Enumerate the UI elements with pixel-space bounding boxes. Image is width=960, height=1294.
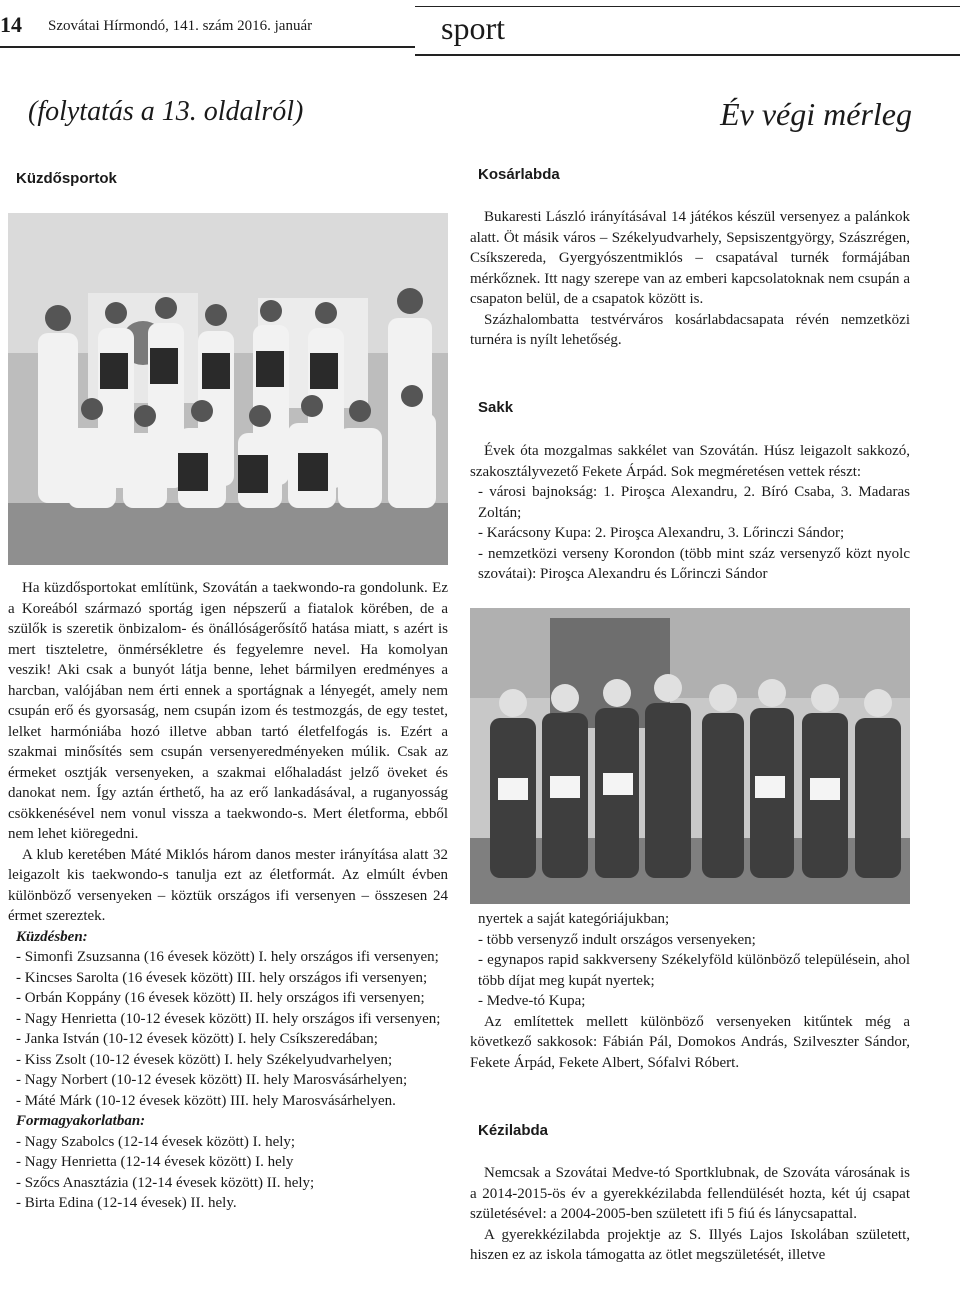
handball-paragraph-2: A gyerekkézilabda projektje az S. Illyés Lajos Iskolában született, hiszen ez az iskola támogatta az ötlet megszületését, illetve bbox=[470, 1226, 910, 1263]
issue-line: Szovátai Hírmondó, 141. szám 2016. január bbox=[48, 18, 313, 34]
list-item: - Simonfi Zsuzsanna (16 évesek között) I. hely országos ifi versenyen; bbox=[16, 949, 439, 965]
list-item: - nemzetközi verseny Korondon (több mint száz versenyző közt nyolc szovátai): Piroşca Alexandru és Lőrinczi Sándor bbox=[478, 545, 910, 582]
basketball-text bbox=[470, 207, 910, 351]
list-item: - Janka István (10-12 évesek között) I. hely Csíkszeredában; bbox=[16, 1031, 378, 1047]
section-title: sport bbox=[441, 10, 505, 46]
list-item: - Kiss Zsolt (10-12 évesek között) I. hely Székelyudvarhelyen; bbox=[16, 1051, 393, 1068]
club-paragraph: A klub keretében Máté Miklós három danos mester irányítása alatt 32 leigazolt kis taekwondo-s tanulja ezt az életformát. Az elmúlt évben különböző versenyeken – köztük országos ifi versenyen – összesen 24 érmet szereztek. bbox=[8, 846, 448, 924]
header-rule-right bbox=[415, 54, 960, 56]
list-item: - több versenyző indult országos versenyeken; bbox=[478, 931, 756, 948]
list-item: - Nagy Szabolcs (12-14 évesek között) I. hely; bbox=[16, 1133, 296, 1150]
continued-note: (folytatás a 13. oldalról) bbox=[28, 96, 304, 127]
handball-paragraph-1: Nemcsak a Szovátai Medve-tó Sportklubnak, de Szováta városának is a 2014-2015-ös év a gyerekkézilabda fellendülését hozta, két új csapat születésével: a 2004-2005-ben született ifi 5 fiú és lánycsapattal. bbox=[470, 1165, 910, 1222]
fight-results bbox=[8, 947, 448, 1111]
taekwondo-photo bbox=[8, 213, 448, 565]
fight-title: Küzdésben: bbox=[16, 928, 88, 945]
chess-results-a bbox=[470, 482, 910, 585]
list-item: - Nagy Henrietta (10-12 évesek között) II. hely országos ifi versenyen; bbox=[16, 1010, 441, 1027]
forms-title: Formagyakorlatban: bbox=[16, 1113, 146, 1129]
list-item: - Nagy Norbert (10-12 évesek között) II. hely Marosvásárhelyen; bbox=[16, 1072, 408, 1088]
basketball-paragraph-1: Bukaresti László irányításával 14 játékos készül versenyez a palánkok alatt. Öt másik város – Székelyudvarhely, Sepsiszentgyörgy, Szászrégen, Csíkszereda, Gyergyószentmiklós – csapatával turnék formájában mérkőznek. Itt nagy szerepe van az emberi kapcsolatoknak nem csupán a csapaton belül, de a csapatok között is. bbox=[470, 209, 910, 307]
list-item: - városi bajnokság: 1. Piroşca Alexandru, 2. Bíró Csaba, 3. Madaras Zoltán; bbox=[478, 484, 910, 521]
heading-basketball: Kosárlabda bbox=[478, 166, 560, 183]
chess-paragraph-2: Az említettek mellett különböző versenyeken kitűntek még a következő sakkosok: Fábián Pál, Domokos András, Szilveszter Sándor, Fekete Árpád, Fekete Albert, Sófalvi Róbert. bbox=[470, 1013, 910, 1071]
headline: Év végi mérleg bbox=[720, 96, 912, 132]
list-item: - Kincses Sarolta (16 évesek között) III. hely országos ifi versenyen; bbox=[16, 969, 428, 986]
list-item: - Karácsony Kupa: 2. Piroşca Alexandru, 3. Lőrinczi Sándor; bbox=[478, 525, 845, 541]
chess-photo bbox=[470, 608, 910, 904]
heading-handball: Kézilabda bbox=[478, 1122, 549, 1139]
list-item: - Máté Márk (10-12 évesek között) III. hely Marosvásárhelyen. bbox=[16, 1092, 396, 1109]
chess-text-top bbox=[470, 441, 910, 607]
chess-paragraph-1: Évek óta mozgalmas sakkélet van Szovátán. Húsz leigazolt sakkozó, szakosztályvezető Fekete Árpád. Sok megméretésen vettek részt: bbox=[470, 443, 910, 480]
heading-chess: Sakk bbox=[478, 399, 514, 416]
left-column-text bbox=[8, 578, 448, 1214]
header-left bbox=[0, 8, 415, 48]
header-rule-top bbox=[415, 6, 960, 7]
basketball-paragraph-2: Százhalombatta testvérváros kosárlabdacsapata révén nemzetközi turnéra is nyílt lehetőség. bbox=[470, 311, 910, 348]
intro-paragraph: Ha küzdősportokat említünk, Szovátán a taekwondo-ra gondolunk. Ez a Koreából származó sportág igen népszerű a fiatalok körében, de a szülők is szeretik önbizalom- és önállóságerősítő hatása miatt, s azért is mert tiszteletre, önmérsékletre és fegyelemre nevel. Ha komolyan veszik! Aki csak a bunyót látja benne, lehet bármilyen eredményes a harcban, valójában nem érti ennek a sportágnak a lényegét, amely nem csupán erő és gyorsaság, nem csupán izom és testmozgás, de egy testet, lelket harmóniába hozó illetve abban tartó életfelfogás is. Ezért a szakmai minősítés sem csupán versenyeredményeken múlik. Csak az érmeket osztják versenyeken, a szakmai előhaladást jelző öveket és danokat nem. Így aztán érthető, ha az erő lankadásával, a ruganyosság csökkenésével nem vonul vissza a taekwondo-s. Mert életforma, ebből nem lehet kiöregedni. bbox=[8, 580, 448, 842]
list-item: - Medve-tó Kupa; bbox=[478, 993, 586, 1009]
heading-martial-arts: Küzdősportok bbox=[16, 170, 117, 187]
list-item: nyertek a saját kategóriájukban; bbox=[478, 911, 670, 927]
list-item: - egynapos rapid sakkverseny Székelyföld különböző településein, ahol több díjat meg kupát nyertek; bbox=[478, 952, 910, 989]
list-item: - Orbán Koppány (16 évesek között) II. hely országos ifi versenyen; bbox=[16, 990, 425, 1006]
list-item: - Birta Edina (12-14 évesek) II. hely. bbox=[16, 1195, 237, 1211]
list-item: - Szőcs Anasztázia (12-14 évesek között) II. hely; bbox=[16, 1174, 315, 1191]
chess-text-bottom bbox=[470, 909, 910, 1073]
list-item: - Nagy Henrietta (12-14 évesek között) I. hely bbox=[16, 1154, 294, 1170]
forms-results bbox=[8, 1132, 448, 1214]
chess-results-b bbox=[470, 909, 910, 1012]
handball-text bbox=[470, 1163, 910, 1266]
header-rule-left bbox=[0, 46, 415, 48]
page-number: 14 bbox=[0, 12, 22, 37]
